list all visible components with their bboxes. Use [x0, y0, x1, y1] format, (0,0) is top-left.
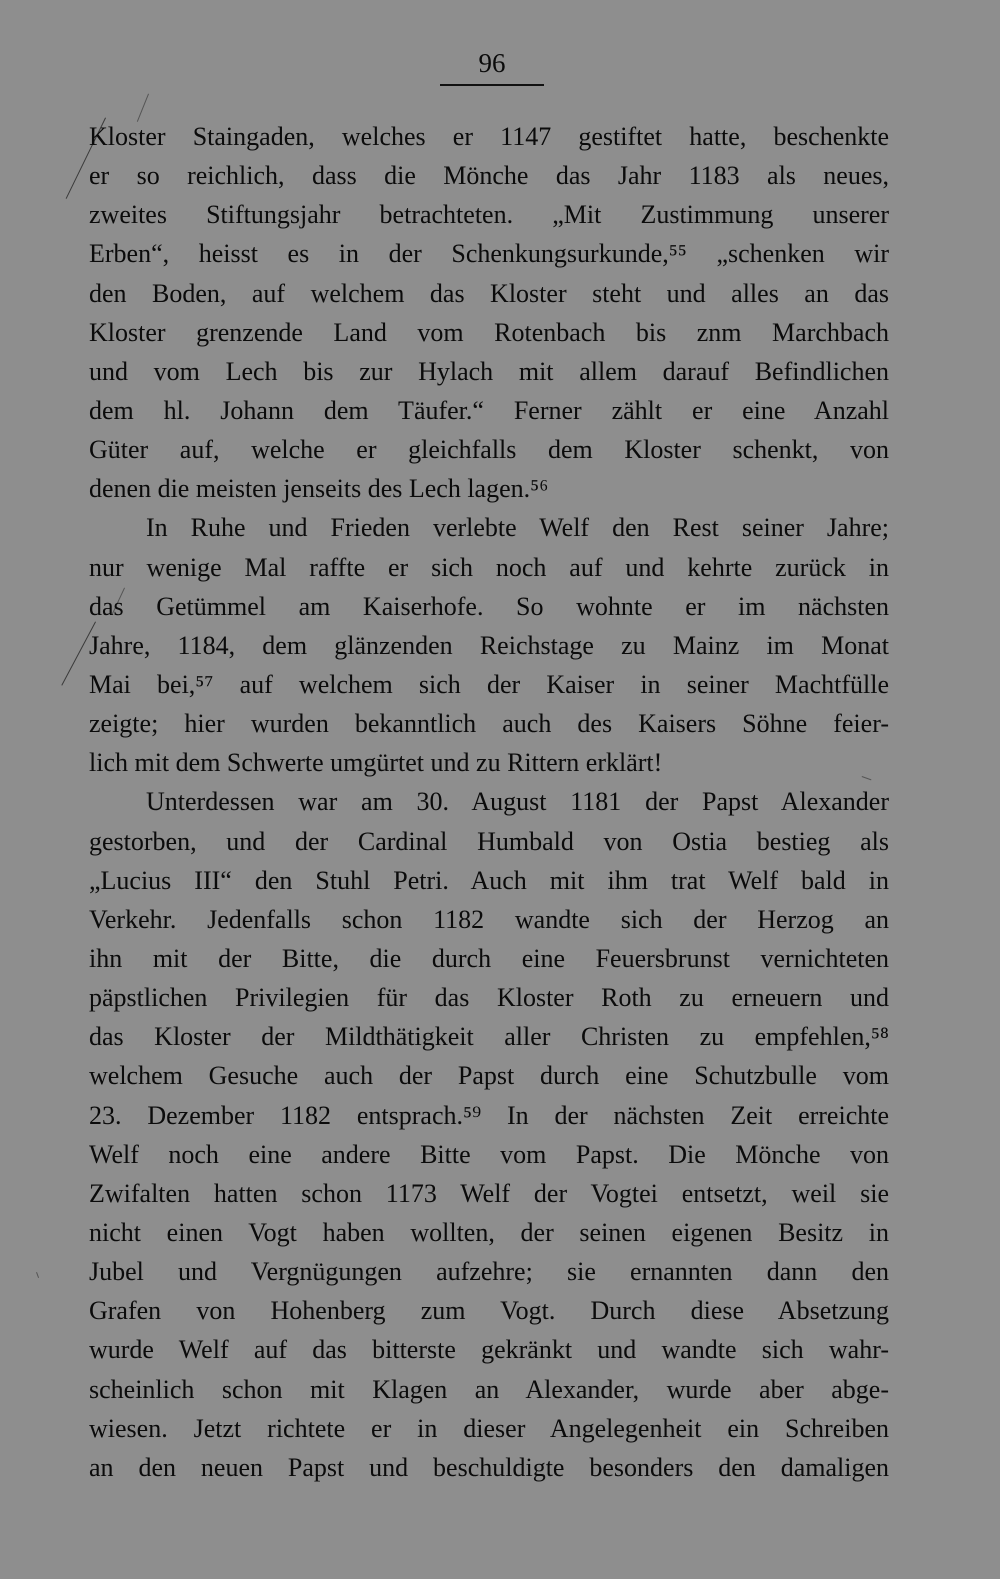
- text-line: wurde Welf auf das bitterste gekränkt und wandte sich wahr-: [89, 1335, 889, 1365]
- text-line: zweites Stiftungsjahr betrachteten. „Mit Zustimmung unserer: [89, 200, 889, 230]
- text-line: Jahre, 1184, dem glänzenden Reichstage zu Mainz im Monat: [89, 630, 889, 660]
- text-line: gestorben, und der Cardinal Humbald von Ostia bestieg als: [89, 826, 889, 856]
- text-line: welchem Gesuche auch der Papst durch eine Schutzbulle vom: [89, 1061, 889, 1091]
- text-line: Zwifalten hatten schon 1173 Welf der Vogtei entsetzt, weil sie: [89, 1178, 889, 1208]
- text-line: Unterdessen war am 30. August 1181 der Papst Alexander: [146, 787, 889, 817]
- text-line: „Lucius III“ den Stuhl Petri. Auch mit ihm trat Welf bald in: [89, 865, 889, 895]
- text-line: wiesen. Jetzt richtete er in dieser Angelegenheit ein Schreiben: [89, 1413, 889, 1443]
- text-line: Welf noch eine andere Bitte vom Papst. Die Mönche von: [89, 1139, 889, 1169]
- text-line: an den neuen Papst und beschuldigte besonders den damaligen: [89, 1452, 889, 1482]
- text-line: Kloster Staingaden, welches er 1147 gestiftet hatte, beschenkte: [89, 122, 889, 151]
- text-line: nicht einen Vogt haben wollten, der seinen eigenen Besitz in: [89, 1217, 889, 1247]
- text-line: denen die meisten jenseits des Lech lagen.⁵⁶: [89, 474, 549, 504]
- text-line: den Boden, auf welchem das Kloster steht und alles an das: [89, 278, 889, 308]
- paragraph: [89, 782, 889, 1487]
- text-line: das Kloster der Mildthätigkeit aller Christen zu empfehlen,⁵⁸: [89, 1022, 889, 1052]
- text-line: das Getümmel am Kaiserhofe. So wohnte er im nächsten: [89, 591, 889, 621]
- text-line: Güter auf, welche er gleichfalls dem Kloster schenkt, von: [89, 435, 889, 465]
- text-line: Grafen von Hohenberg zum Vogt. Durch diese Absetzung: [89, 1296, 889, 1326]
- page-number-rule: [440, 84, 544, 86]
- text-line: 23. Dezember 1182 entsprach.⁵⁹ In der nächsten Zeit erreichte: [89, 1100, 889, 1130]
- body-text: [89, 117, 889, 1487]
- page-number: 96: [478, 48, 506, 78]
- text-line: Kloster grenzende Land vom Rotenbach bis znm Marchbach: [89, 317, 889, 347]
- text-line: ihn mit der Bitte, die durch eine Feuersbrunst vernichteten: [89, 943, 889, 973]
- paragraph: [89, 508, 889, 782]
- text-line: Verkehr. Jedenfalls schon 1182 wandte sich der Herzog an: [89, 904, 889, 934]
- paragraph: [89, 117, 889, 508]
- text-line: lich mit dem Schwerte umgürtet und zu Rittern erklärt!: [89, 748, 663, 778]
- text-line: und vom Lech bis zur Hylach mit allem darauf Befindlichen: [89, 356, 889, 386]
- text-line: er so reichlich, dass die Mönche das Jahr 1183 als neues,: [89, 161, 889, 191]
- text-line: Erben“, heisst es in der Schenkungsurkunde,⁵⁵ „schenken wir: [89, 239, 889, 269]
- text-line: scheinlich schon mit Klagen an Alexander, wurde aber abge-: [89, 1374, 889, 1404]
- text-line: dem hl. Johann dem Täufer.“ Ferner zählt er eine Anzahl: [89, 395, 889, 425]
- text-line: päpstlichen Privilegien für das Kloster Roth zu erneuern und: [89, 983, 889, 1013]
- text-line: In Ruhe und Frieden verlebte Welf den Rest seiner Jahre;: [146, 513, 889, 543]
- text-line: Jubel und Vergnügungen aufzehre; sie ernannten dann den: [89, 1257, 889, 1287]
- text-line: nur wenige Mal raffte er sich noch auf und kehrte zurück in: [89, 552, 889, 582]
- text-line: zeigte; hier wurden bekanntlich auch des Kaisers Söhne feier-: [89, 709, 889, 739]
- text-line: Mai bei,⁵⁷ auf welchem sich der Kaiser in seiner Machtfülle: [89, 669, 889, 699]
